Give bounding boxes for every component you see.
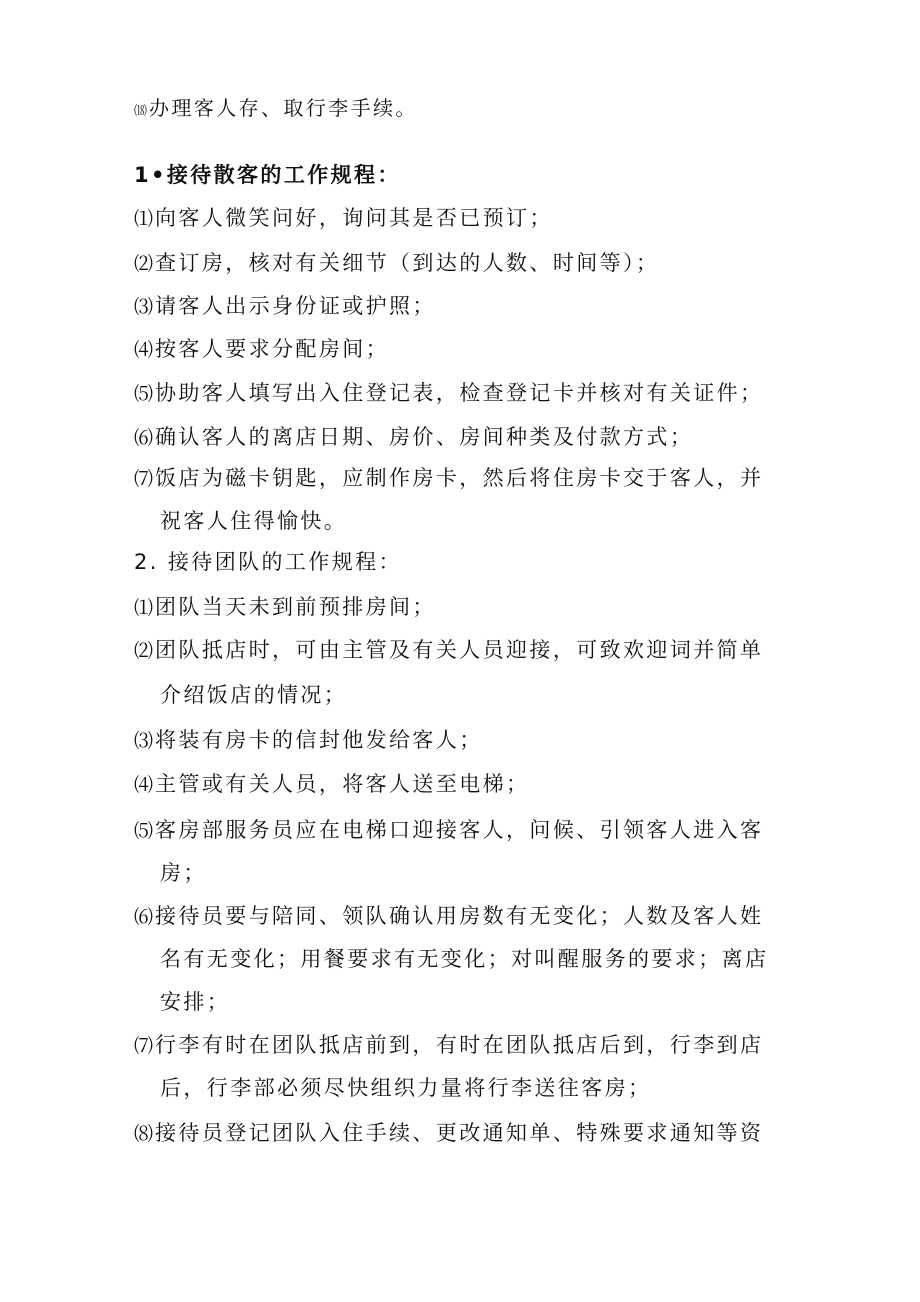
list-item-continuation: 房； [160, 861, 207, 885]
list-item [134, 817, 763, 844]
list-item [134, 250, 659, 277]
item-number: ⑺ [134, 1035, 154, 1057]
item-text: 查订房，核对有关细节（到达的人数、时间等）； [155, 251, 660, 275]
item-text: 团队当天未到前预排房间； [155, 595, 436, 619]
list-item [134, 1120, 763, 1147]
list-item-continuation: 介绍饭店的情况； [160, 683, 348, 707]
item-number: ⑹ [134, 906, 154, 928]
list-item-18 [134, 95, 418, 125]
item-number: ⑵ [134, 640, 154, 662]
list-item [134, 205, 553, 232]
item-number: ⑴ [134, 208, 154, 230]
item-text: 按客人要求分配房间； [155, 337, 390, 361]
item-number: ⑸ [134, 820, 154, 842]
item-text: 请客人出示身份证或护照； [155, 294, 436, 318]
list-item [134, 637, 763, 664]
list-item [134, 594, 436, 621]
list-item [134, 771, 529, 798]
item-text: 将装有房卡的信封他发给客人； [155, 728, 483, 752]
item-number: ⑹ [134, 427, 154, 449]
list-item [134, 424, 693, 451]
item-text: 主管或有关人员，将客人送至电梯； [155, 772, 530, 796]
list-item-continuation: 后，行李部必须尽快组织力量将行李送往客房； [160, 1076, 652, 1100]
item-number: ⑵ [134, 253, 154, 275]
item-number: ⑷ [134, 774, 154, 796]
section-heading-2: 2. 接待团队的工作规程： [134, 550, 402, 574]
item-text: 协助客人填写出入住登记表，检查登记卡并核对有关证件； [155, 381, 764, 405]
list-item-continuation: 祝客人住得愉快。 [160, 509, 348, 533]
list-item-continuation: 名有无变化；用餐要求有无变化；对叫醒服务的要求；离店 [160, 947, 769, 971]
section-heading-1: 1•接待散客的工作规程： [134, 163, 401, 187]
item-text: 团队抵店时，可由主管及有关人员迎接，可致欢迎词并简单 [155, 638, 764, 662]
item-number: ⑶ [134, 296, 154, 318]
item-number: ⒅ [134, 104, 148, 119]
item-text: 办理客人存、取行李手续。 [149, 96, 418, 120]
list-item [134, 1032, 763, 1059]
item-text: 接待员要与陪同、领队确认用房数有无变化；人数及客人姓 [155, 904, 764, 928]
item-number: ⑶ [134, 730, 154, 752]
item-text: 饭店为磁卡钥匙，应制作房卡，然后将住房卡交于客人，并 [155, 466, 764, 490]
list-item [134, 465, 763, 492]
list-item [134, 727, 483, 754]
item-text: 向客人微笑问好，询问其是否已预订； [155, 206, 553, 230]
item-number: ⑴ [134, 597, 154, 619]
item-text: 客房部服务员应在电梯口迎接客人，问候、引领客人进入客 [155, 818, 764, 842]
item-number: ⑺ [134, 468, 154, 490]
item-text: 行李有时在团队抵店前到，有时在团队抵店后到，行李到店 [155, 1033, 764, 1057]
list-item [134, 336, 389, 363]
item-number: ⑸ [134, 383, 154, 405]
list-item [134, 380, 763, 407]
list-item [134, 293, 436, 320]
list-item-continuation: 安排； [160, 990, 231, 1014]
list-item [134, 903, 763, 930]
item-text: 接待员登记团队入住手续、更改通知单、特殊要求通知等资 [155, 1121, 764, 1145]
item-number: ⑻ [134, 1123, 154, 1145]
item-number: ⑷ [134, 339, 154, 361]
item-text: 确认客人的离店日期、房价、房间种类及付款方式； [155, 425, 694, 449]
